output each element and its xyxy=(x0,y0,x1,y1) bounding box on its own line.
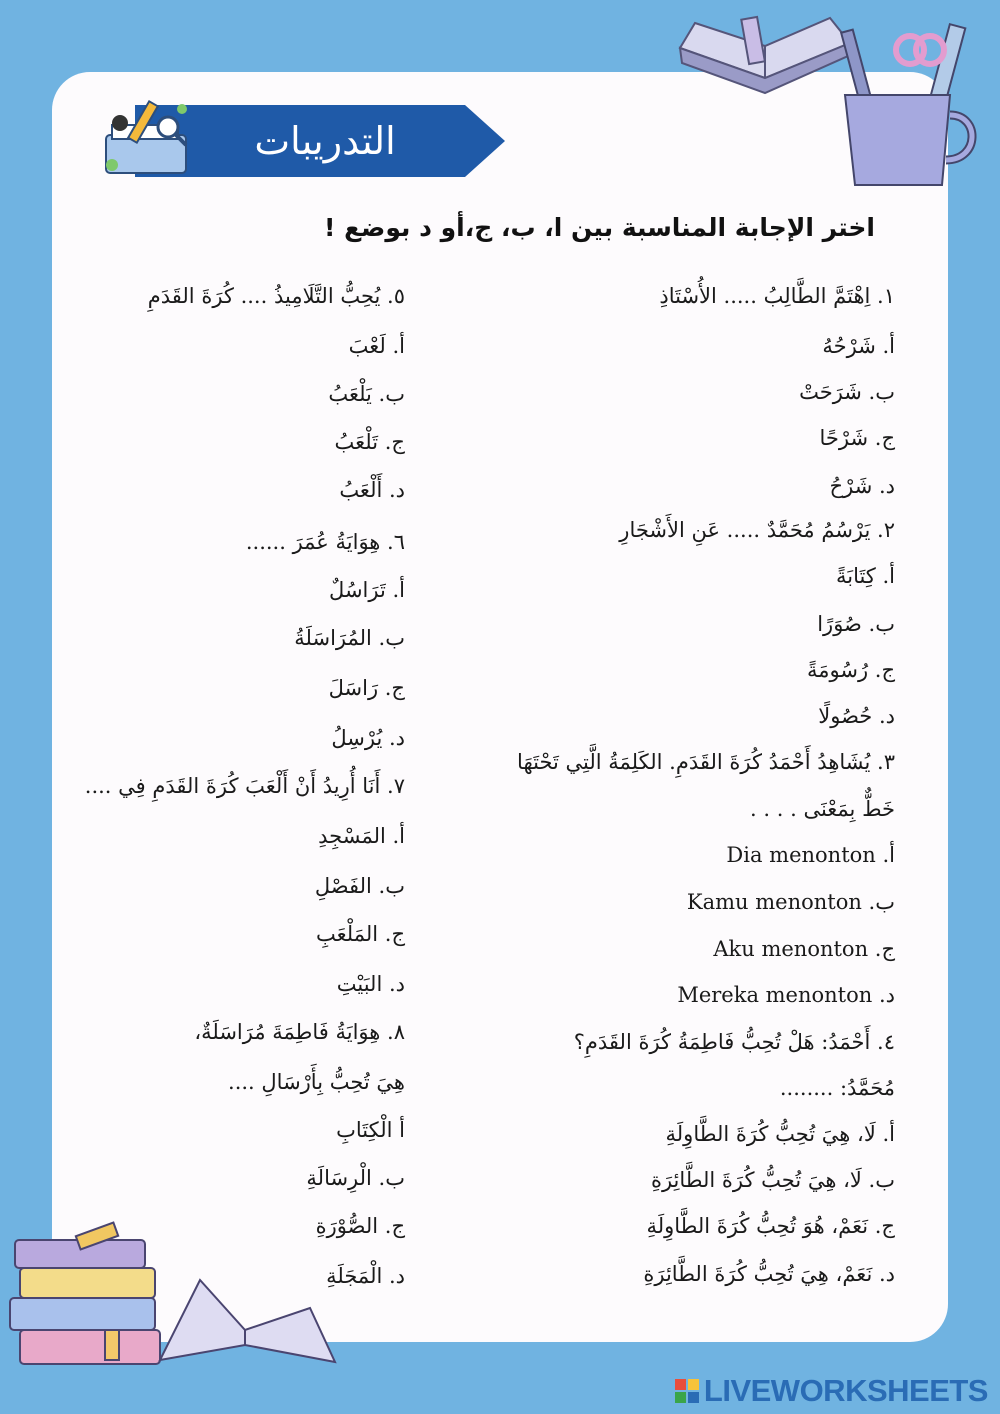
q4-option-a[interactable]: أ. لَا، هِيَ تُحِبُّ كُرَةَ الطَّاوِلَةِ xyxy=(665,1122,895,1146)
q1-option-b[interactable]: ب. شَرَحَتْ xyxy=(799,380,895,404)
question-1: ١. اِهْتَمَّ الطَّالِبُ ..... الأُسْتَاذِ xyxy=(659,284,895,308)
q3-option-c[interactable]: ج. Aku menonton xyxy=(713,937,895,961)
q7-option-c[interactable]: ج. المَلْعَبِ xyxy=(316,922,405,946)
q2-option-c[interactable]: ج. رُسُومَةً xyxy=(807,658,895,682)
question-7: ٧. أَنَا أُرِيدُ أَنْ أَلْعَبَ كُرَةَ القَدَمِ فِي .... xyxy=(84,774,405,798)
q2-option-d[interactable]: د. حُصُولًا xyxy=(818,704,895,728)
question-2: ٢. يَرْسُمُ مُحَمَّدٌ ..... عَنِ الأَشْجَارِ xyxy=(619,518,895,542)
pencil-cup-icon xyxy=(830,20,990,190)
question-5: ٥. يُحِبُّ التَّلَامِيذُ .... كُرَةَ القَدَمِ xyxy=(147,284,405,308)
q5-option-d[interactable]: د. أَلْعَبُ xyxy=(339,478,405,502)
q6-option-a[interactable]: أ. تَرَاسُلٌ xyxy=(329,578,405,602)
footer-brand-text: LIVEWORKSHEETS xyxy=(703,1373,988,1408)
q6-option-d[interactable]: د. يُرْسِلُ xyxy=(331,726,405,750)
worksheet-tools-icon xyxy=(98,95,196,185)
question-4: ٤. أَحْمَدُ: هَلْ تُحِبُّ فَاطِمَةُ كُرَةَ القَدَمِ؟ xyxy=(573,1030,895,1054)
question-8-continued: هِيَ تُحِبُّ بِأَرْسَالِ .... xyxy=(228,1070,405,1094)
q4-option-d[interactable]: د. نَعَمْ، هِيَ تُحِبُّ كُرَةَ الطَّائِرَةِ xyxy=(643,1262,895,1286)
banner-title: التدريبات xyxy=(254,119,396,163)
q5-option-c[interactable]: ج. تَلْعَبُ xyxy=(334,430,405,454)
question-8: ٨. هِوَايَةُ فَاطِمَةَ مُرَاسَلَةٌ، xyxy=(194,1020,405,1044)
q8-option-b[interactable]: ب. الْرِسَالَةِ xyxy=(306,1166,405,1190)
q5-option-a[interactable]: أ. لَعْبَ xyxy=(348,334,405,358)
q3-option-a[interactable]: أ. Dia menonton xyxy=(726,843,895,867)
q7-option-a[interactable]: أ. المَسْجِدِ xyxy=(318,824,405,848)
book-stack-icon xyxy=(0,1210,360,1375)
q5-option-b[interactable]: ب. يَلْعَبُ xyxy=(328,382,405,406)
q8-option-a[interactable]: أ الْكِتَابِ xyxy=(336,1118,405,1142)
q6-option-b[interactable]: ب. المُرَاسَلَةُ xyxy=(294,626,405,650)
liveworksheets-logo-icon xyxy=(674,1378,700,1404)
question-3-continued: خَطٌّ بِمَعْنَى . . . . xyxy=(750,797,895,821)
footer-brand[interactable] xyxy=(674,1374,988,1408)
q7-option-d[interactable]: د. البَيْتِ xyxy=(336,972,405,996)
q3-option-d[interactable]: د. Mereka menonton xyxy=(677,983,895,1007)
q4-option-c[interactable]: ج. نَعَمْ، هُوَ تُحِبُّ كُرَةَ الطَّاوِلَةِ xyxy=(646,1214,895,1238)
q2-option-a[interactable]: أ. كِتَابَةً xyxy=(835,564,895,588)
q2-option-b[interactable]: ب. صُوَرًا xyxy=(817,612,895,636)
question-4-continued: مُحَمَّدُ: ........ xyxy=(779,1076,895,1100)
question-6: ٦. هِوَايَةُ عُمَرَ ...... xyxy=(245,530,405,554)
q8-option-c[interactable]: ج. الصُّوْرَةِ xyxy=(315,1214,405,1238)
q1-option-c[interactable]: ج. شَرْحًا xyxy=(819,426,895,450)
q8-option-d[interactable]: د. الْمَجَلَةِ xyxy=(326,1264,405,1288)
q6-option-c[interactable]: ج. رَاسَلَ xyxy=(328,676,405,700)
q1-option-d[interactable]: د. شَرْحُ xyxy=(829,474,895,498)
q1-option-a[interactable]: أ. شَرْحُهُ xyxy=(822,334,895,358)
worksheet-card xyxy=(52,72,948,1342)
q3-option-b[interactable]: ب. Kamu menonton xyxy=(686,890,895,914)
question-3: ٣. يُشَاهِدُ أَحْمَدُ كُرَةَ القَدَمِ. الكَلِمَةُ الَّتِي تَحْتَهَا xyxy=(517,750,895,774)
q4-option-b[interactable]: ب. لَا، هِيَ تُحِبُّ كُرَةَ الطَّائِرَةِ xyxy=(650,1168,895,1192)
instruction-text: اختر الإجابة المناسبة بين ا، ب، ج،أو د بوضع ! xyxy=(323,213,875,242)
q7-option-b[interactable]: ب. الفَصْلِ xyxy=(314,874,405,898)
